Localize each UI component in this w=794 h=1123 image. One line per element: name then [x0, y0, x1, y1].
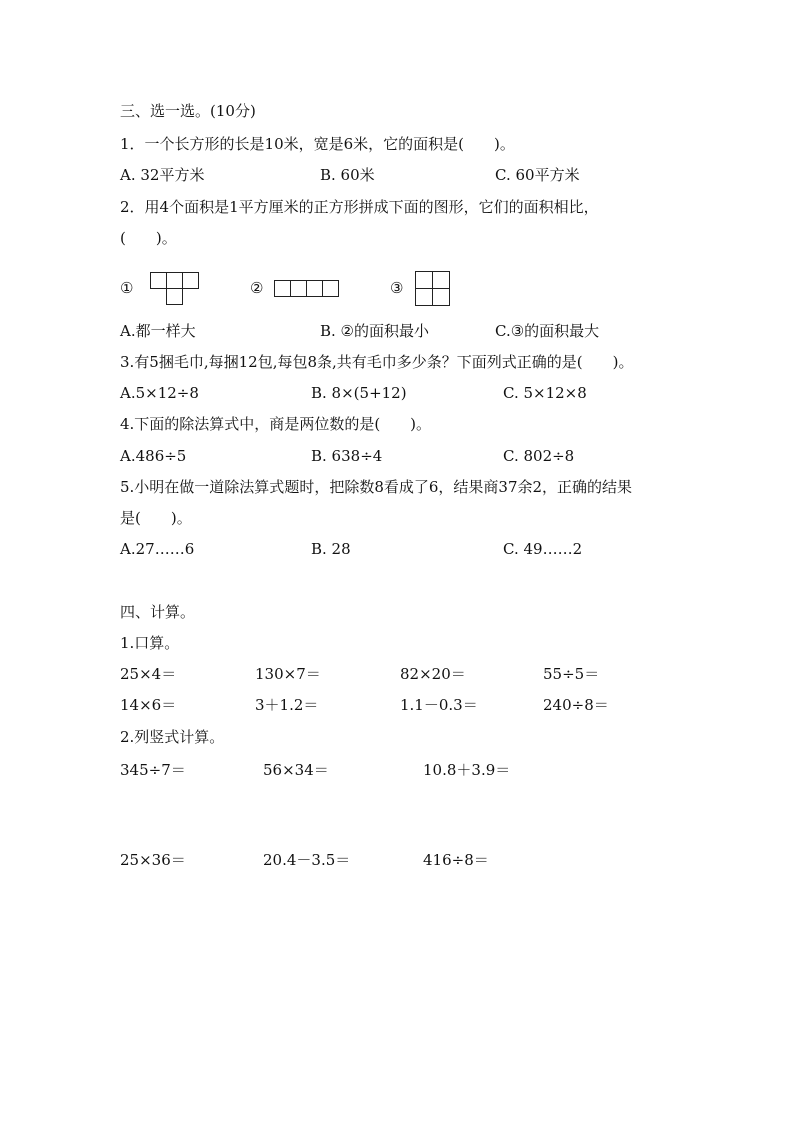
figure-3-label: ③ [390, 279, 404, 297]
oral-calc-title: 1.口算。 [120, 634, 180, 652]
figure-1-label: ① [120, 279, 134, 297]
q4-option-c: C. 802÷8 [503, 447, 575, 465]
oral-item: 82×20＝ [400, 665, 466, 683]
oral-item: 25×4＝ [120, 665, 177, 683]
question-4: 4.下面的除法算式中，商是两位数的是( )。 [120, 415, 432, 433]
vertical-calc-title: 2.列竖式计算。 [120, 728, 225, 746]
q1-option-c: C. 60平方米 [495, 166, 580, 184]
q5-option-c: C. 49……2 [503, 540, 583, 558]
vertical-item: 56×34＝ [263, 761, 329, 779]
oral-item: 240÷8＝ [543, 696, 609, 714]
question-2-line1: 2．用4个面积是1平方厘米的正方形拼成下面的图形，它们的面积相比， [120, 198, 599, 216]
q3-option-b: B. 8×(5+12) [311, 384, 407, 402]
q5-option-b: B. 28 [311, 540, 351, 558]
oral-item: 55÷5＝ [543, 665, 600, 683]
vertical-item: 345÷7＝ [120, 761, 186, 779]
oral-item: 130×7＝ [255, 665, 321, 683]
q1-option-a: A. 32平方米 [120, 166, 205, 184]
q4-option-a: A.486÷5 [120, 447, 187, 465]
vertical-item: 20.4－3.5＝ [263, 851, 351, 869]
question-5-line1: 5.小明在做一道除法算式题时，把除数8看成了6，结果商37余2，正确的结果 [120, 478, 633, 496]
figure-2-shape [274, 280, 342, 297]
section-4-title: 四、计算。 [120, 603, 196, 621]
q1-option-b: B. 60米 [320, 166, 375, 184]
q2-option-c: C.③的面积最大 [495, 322, 600, 340]
figure-2-label: ② [250, 279, 264, 297]
q2-option-a: A.都一样大 [120, 322, 196, 340]
oral-item: 3＋1.2＝ [255, 696, 319, 714]
q4-option-b: B. 638÷4 [311, 447, 383, 465]
q3-option-c: C. 5×12×8 [503, 384, 587, 402]
question-3: 3.有5捆毛巾,每捆12包,每包8条,共有毛巾多少条？下面列式正确的是( )。 [120, 353, 634, 371]
q2-option-b: B. ②的面积最小 [320, 322, 430, 340]
oral-item: 14×6＝ [120, 696, 177, 714]
vertical-item: 10.8＋3.9＝ [423, 761, 511, 779]
oral-item: 1.1－0.3＝ [400, 696, 478, 714]
vertical-item: 25×36＝ [120, 851, 186, 869]
figure-3-shape [415, 271, 450, 306]
q3-option-a: A.5×12÷8 [120, 384, 199, 402]
question-1: 1．一个长方形的长是10米，宽是6米，它的面积是( )。 [120, 135, 515, 153]
question-2-line2: ( )。 [120, 229, 177, 247]
vertical-item: 416÷8＝ [423, 851, 489, 869]
q5-option-a: A.27……6 [120, 540, 195, 558]
section-3-title: 三、选一选。(10分) [120, 102, 256, 120]
figure-1-shape [150, 272, 200, 305]
question-5-line2: 是( )。 [120, 509, 192, 527]
